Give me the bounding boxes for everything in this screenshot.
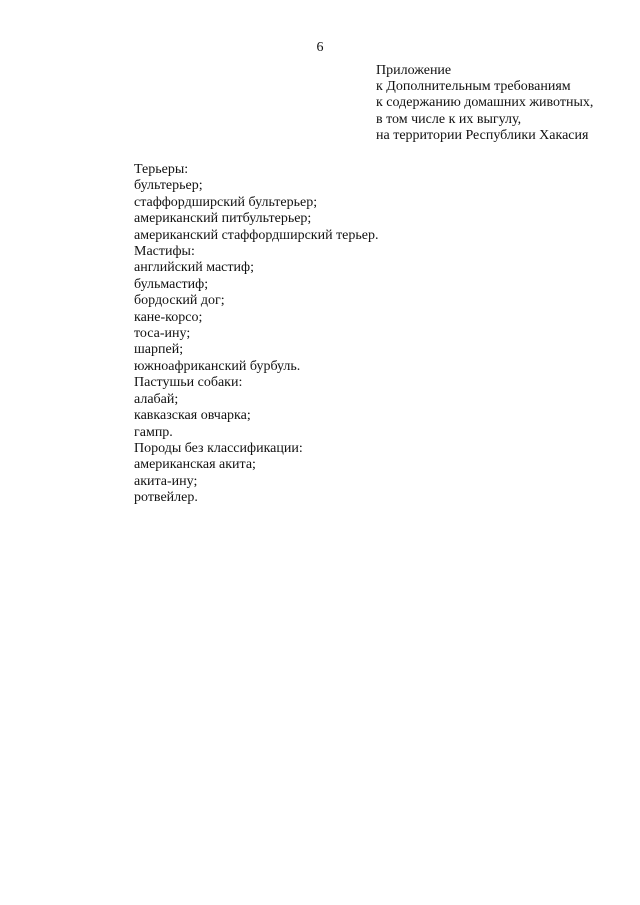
breed-item: южноафриканский бурбуль. — [134, 358, 301, 374]
breed-item: бордоский дог; — [134, 293, 225, 309]
appendix-line: Приложение — [376, 63, 452, 78]
breed-item: бультерьер; — [134, 178, 203, 194]
breed-item: тоса-ину; — [134, 326, 191, 342]
appendix-header — [376, 63, 593, 144]
breed-item: кане-корсо; — [134, 309, 203, 325]
appendix-line: к Дополнительным требованиям — [376, 79, 571, 95]
breed-item: акита-ину; — [134, 473, 198, 489]
breed-list — [134, 162, 379, 507]
group-heading-shepherd-dogs: Пастушьи собаки: — [134, 375, 243, 391]
breed-item: американская акита; — [134, 457, 256, 473]
group-heading-terriers: Терьеры: — [134, 162, 189, 177]
breed-item: ротвейлер. — [134, 490, 198, 506]
breed-item: стаффордширский бультерьер; — [134, 194, 318, 210]
breed-item: американский стаффордширский терьер. — [134, 227, 379, 243]
page-number: 6 — [316, 40, 324, 55]
group-heading-unclassified: Породы без классификации: — [134, 440, 303, 456]
group-heading-mastiffs: Мастифы: — [134, 244, 195, 260]
breed-item: алабай; — [134, 391, 179, 407]
breed-item: гампр. — [134, 424, 173, 440]
appendix-line: к содержанию домашних животных, — [376, 95, 594, 111]
breed-item: американский питбультерьер; — [134, 211, 312, 227]
breed-item: бульмастиф; — [134, 276, 209, 292]
breed-item: английский мастиф; — [134, 260, 254, 276]
appendix-line: на территории Республики Хакасия — [376, 127, 589, 143]
breed-item: шарпей; — [134, 342, 184, 358]
appendix-line: в том числе к их выгулу, — [376, 111, 522, 127]
breed-item: кавказская овчарка; — [134, 408, 251, 424]
